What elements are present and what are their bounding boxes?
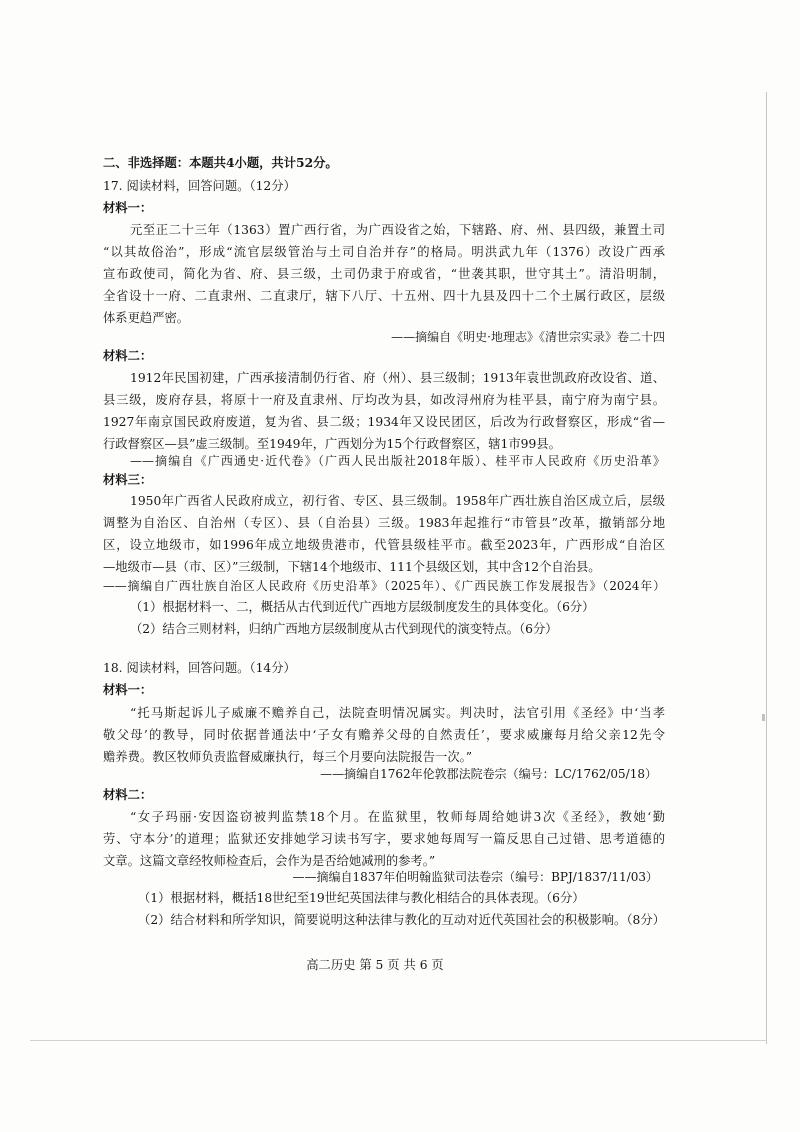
q17-material1-line: “以其故俗治”，形成“流官层级管治与土司自治并存”的格局。明洪武九年（1376）改设广西承 — [103, 245, 665, 259]
scan-speck — [762, 714, 765, 721]
q18-title: 18. 阅读材料，回答问题。（14分） — [103, 661, 296, 675]
q17-material2-line: 1927年南京国民政府废道，复为省、县二级；1934年又设民团区，后改为行政督察区，形成“省— — [103, 415, 665, 429]
q18-material1-line: 赡养费。教区牧师负责监督威廉执行，每三个月要向法院报告一次。” — [103, 750, 473, 764]
q17-material1-line: 体系更趋严密。 — [103, 311, 190, 325]
q18-material1-line: “托马斯起诉儿子威廉不赡养自己，法院查明情况属实。判决时，法官引用《圣经》中‘当孝 — [130, 706, 665, 720]
q17-material3-line: —地级市—县（市、区）”三级制，下辖14个地级市、111个县级区划，其中含12个自治县。 — [103, 560, 601, 574]
q17-material1-line: 元至正二十三年（1363）置广西行省，为广西设省之始，下辖路、府、州、县四级，兼置土司 — [130, 223, 665, 237]
scan-edge-horizontal — [30, 1040, 767, 1041]
q17-material2-line: 1912年民国初建，广西承接清制仍行省、府（州）、县三级制；1913年袁世凯政府改设省、道、 — [130, 371, 665, 385]
q17-material1-label: 材料一： — [103, 200, 153, 215]
q17-material2-line: 县三级，废府存县，将原十一府及直隶州、厅均改为县，如改浔州府为桂平县，南宁府为南宁县。 — [103, 393, 665, 407]
q18-material2-label: 材料二： — [103, 787, 153, 802]
q18-material2-line: “女子玛丽·安因盗窃被判监禁18个月。在监狱里，牧师每周给她讲3次《圣经》，教她‘勤 — [130, 810, 665, 824]
q17-question-1: （1）根据材料一、二，概括从古代到近代广西地方层级制度发生的具体变化。（6分） — [130, 600, 595, 614]
q18-material1-source: ——摘编自1762年伦敦郡法院卷宗（编号：LC/1762/05/18） — [320, 767, 657, 781]
q18-material2-line: 文章。这篇文章经牧师检查后，会作为是否给她减刑的参考。” — [103, 854, 436, 868]
q17-material3-line: 1950年广西省人民政府成立，初行省、专区、县三级制。1958年广西壮族自治区成立后，层级 — [130, 494, 665, 508]
q18-material2-line: 劳、守本分’的道理；监狱还安排她学习读书写字，要求她每周写一篇反思自己过错、思考道德的 — [103, 832, 665, 846]
scan-edge-vertical — [766, 92, 767, 1044]
q17-material3-label: 材料三： — [103, 472, 153, 487]
q17-material3-source: ——摘编自广西壮族自治区人民政府《历史沿革》（2025年）、《广西民族工作发展报告》（2024年） — [103, 579, 665, 593]
q18-material2-source: ——摘编自1837年伯明翰监狱司法卷宗（编号：BPJ/1837/11/03） — [292, 870, 658, 884]
q17-material1-line: 宣布政使司，简化为省、府、县三级，土司仍隶于府或省，“世袭其职，世守其土”。清沿明制， — [103, 267, 665, 281]
page-footer: 高二历史 第 5 页 共 6 页 — [306, 958, 444, 972]
q18-question-1: （1）根据材料，概括18世纪至19世纪英国法律与教化相结合的具体表现。（6分） — [138, 891, 585, 905]
q17-material2-source: ——摘编自《广西通史·近代卷》（广西人民出版社2018年版）、桂平市人民政府《历史沿革》 — [130, 454, 665, 468]
q17-material2-line: 行政督察区—县”虚三级制。至1949年，广西划分为15个行政督察区，辖1市99县。 — [103, 437, 561, 451]
q17-question-2: （2）结合三则材料，归纳广西地方层级制度从古代到现代的演变特点。（6分） — [130, 622, 558, 636]
section-title: 二、非选择题：本题共4小题，共计52分。 — [103, 155, 338, 170]
q17-material3-line: 调整为自治区、自治州（专区）、县（自治县）三级。1983年起推行“市管县”改革，撤销部分地 — [103, 516, 665, 530]
q17-material2-label: 材料二： — [103, 348, 153, 363]
q17-material1-source: ——摘编自《明史·地理志》《清世宗实录》卷二十四 — [391, 330, 665, 344]
q18-question-2: （2）结合材料和所学知识，简要说明这种法律与教化的互动对近代英国社会的积极影响。（8分） — [138, 913, 665, 927]
q17-material3-line: 区，设立地级市，如1996年成立地级贵港市，代管县级桂平市。截至2023年，广西形成“自治区 — [103, 538, 665, 552]
q18-material1-label: 材料一： — [103, 682, 153, 697]
q17-title: 17. 阅读材料，回答问题。（12分） — [103, 179, 296, 193]
q17-material1-line: 全省设十一府、二直隶州、二直隶厅，辖下八厅、十五州、四十九县及四十二个土属行政区，层级 — [103, 289, 665, 303]
q18-material1-line: 敬父母’的教导，同时依据普通法中‘子女有赡养父母的自然责任’，要求威廉每月给父亲12先令 — [103, 728, 665, 742]
